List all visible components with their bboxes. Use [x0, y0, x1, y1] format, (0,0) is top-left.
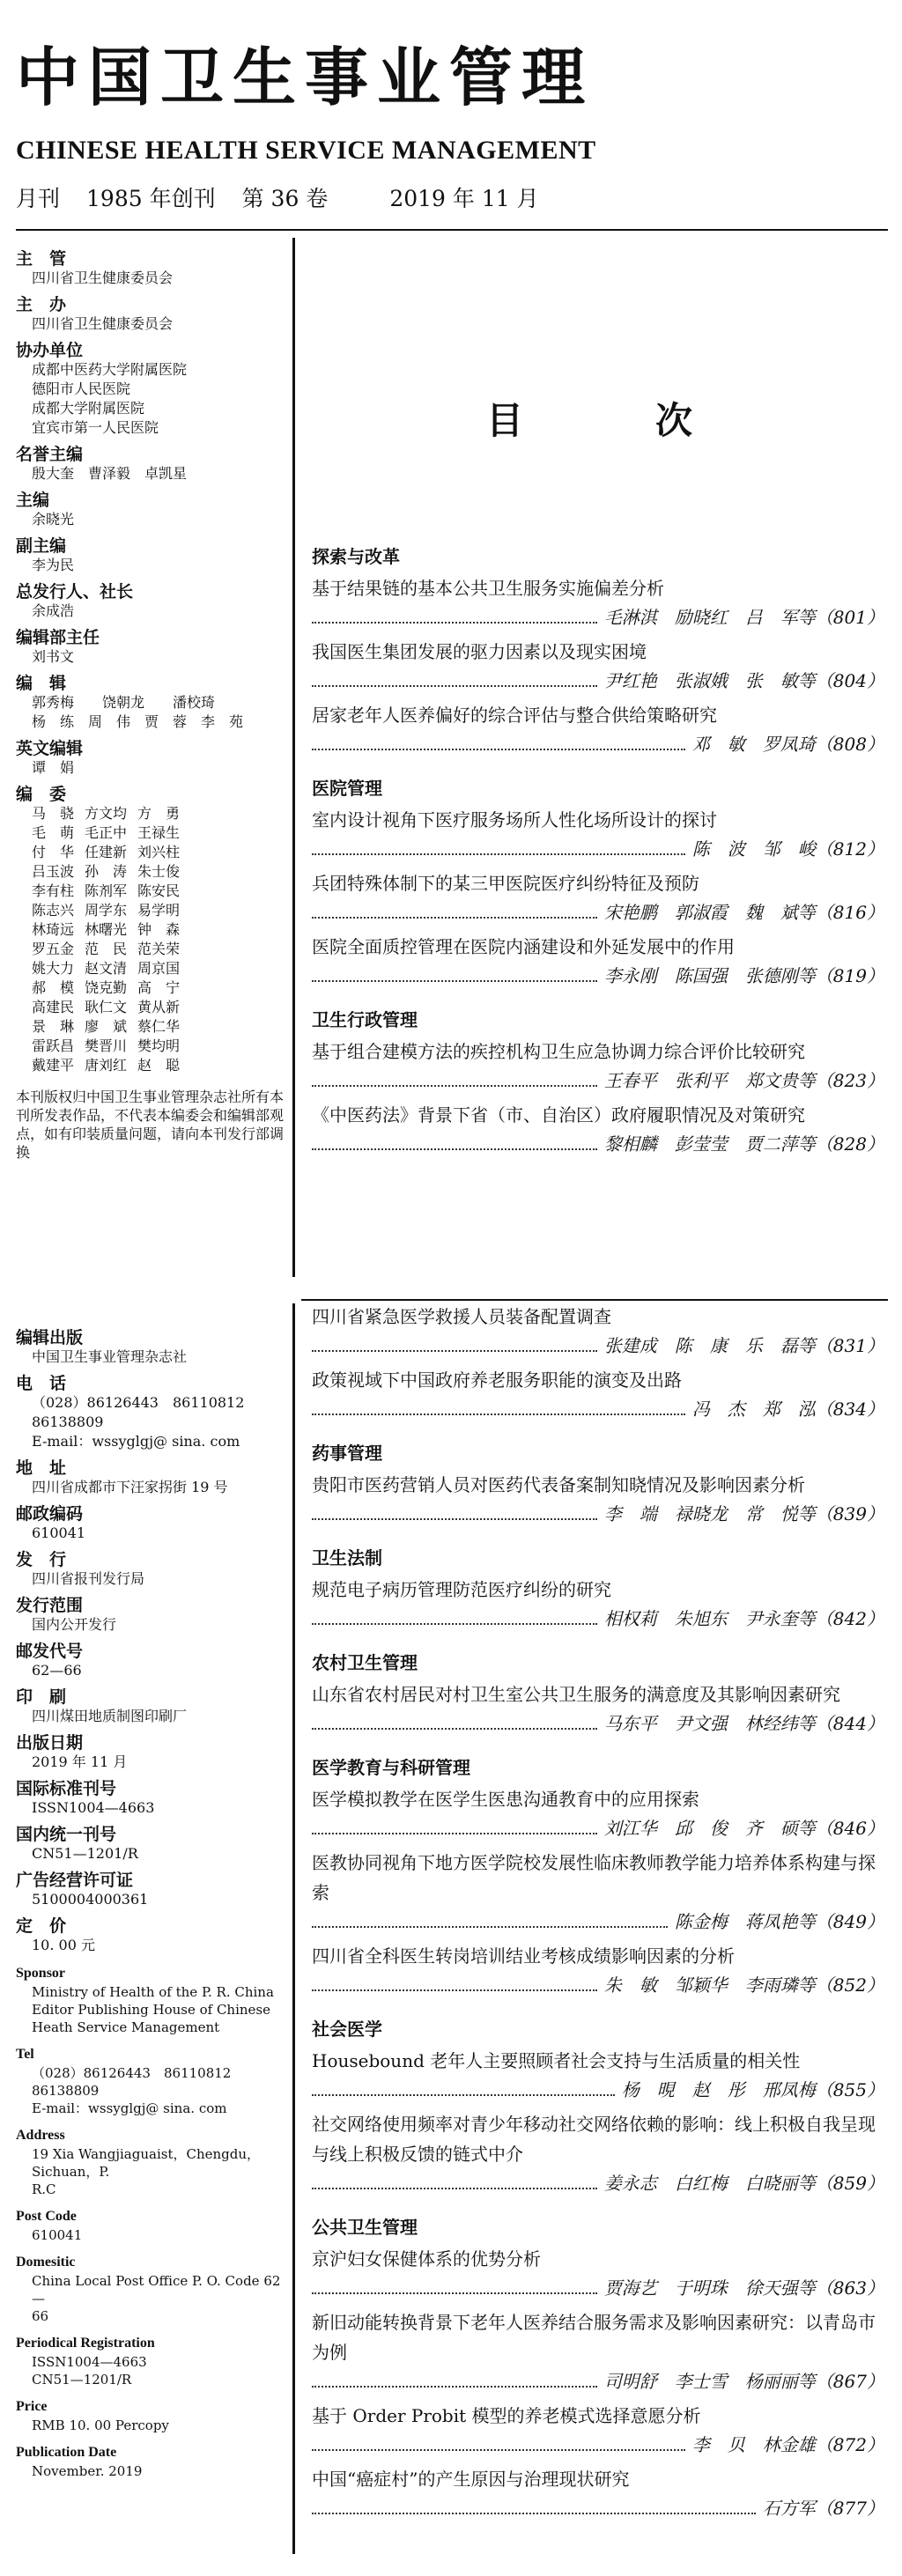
editorial-board-label: 编 委 — [16, 785, 67, 804]
board-member-name: 吕玉波 — [32, 863, 75, 880]
table-of-contents-part-1 — [312, 527, 884, 1163]
toc-entry[interactable] — [312, 637, 884, 695]
publish-label: 发 行 — [16, 1550, 67, 1569]
board-member-name: 高建民 — [32, 999, 75, 1015]
info-label: 主 管 — [16, 249, 67, 269]
publish-value: 国内公开发行 — [32, 1616, 117, 1633]
board-member-name: 钟 森 — [137, 921, 181, 938]
toc-entry-authors: 杨 晛 赵 彤 邢凤梅（855） — [621, 2079, 884, 2100]
board-member-name: 付 华 — [32, 844, 75, 860]
english-info-value: R.C — [32, 2181, 56, 2197]
english-info-label: Tel — [16, 2047, 34, 2062]
publish-value: ISSN1004—4663 — [32, 1799, 155, 1816]
editorial-board-row — [16, 804, 291, 823]
publish-value: 中国卫生事业管理杂志社 — [32, 1348, 188, 1365]
editorial-board-row — [16, 998, 291, 1017]
board-member-name: 唐刘红 — [85, 1057, 128, 1074]
board-member-name: 范关荣 — [137, 941, 181, 957]
english-info-value: CN51—1201/R — [32, 2372, 132, 2388]
publish-label: 邮发代号 — [16, 1642, 84, 1661]
toc-entry[interactable] — [312, 932, 884, 990]
toc-entry-meta — [312, 1395, 884, 1423]
leader-dots — [312, 2188, 597, 2189]
info-label: 主编 — [16, 491, 50, 510]
leader-dots — [312, 1518, 597, 1520]
board-member-name: 易学明 — [137, 902, 181, 919]
info-value: 德阳市人民医院 — [32, 380, 131, 397]
toc-entry-meta — [312, 835, 884, 863]
info-label: 编 辑 — [16, 674, 67, 693]
toc-entry-authors: 石方军（877） — [762, 2498, 884, 2519]
toc-entry[interactable] — [312, 700, 884, 758]
toc-entry[interactable] — [312, 1679, 884, 1738]
toc-entry-authors: 贾海艺 于明珠 徐天强等（863） — [603, 2277, 884, 2299]
toc-entry-meta — [312, 2169, 884, 2197]
leader-dots — [312, 1085, 597, 1087]
leader-dots — [312, 853, 685, 855]
leader-dots — [312, 622, 597, 624]
editorial-board-row — [16, 978, 291, 998]
board-member-name: 周学东 — [85, 902, 128, 919]
toc-entry-meta — [312, 1130, 884, 1158]
editorial-board-row — [16, 920, 291, 940]
toc-entry[interactable] — [312, 868, 884, 926]
toc-entry[interactable] — [312, 2464, 884, 2522]
column-divider-top — [292, 238, 295, 1277]
info-label: 总发行人、社长 — [16, 582, 134, 602]
editorial-board-row — [16, 940, 291, 959]
board-member-name: 方文均 — [85, 805, 128, 822]
masthead — [16, 42, 888, 213]
publish-label: 发行范围 — [16, 1596, 84, 1615]
publish-value: CN51—1201/R — [32, 1845, 138, 1862]
toc-entry-authors: 朱 敏 邹颖华 李雨璘等（852） — [603, 1974, 884, 1996]
english-info-value: ISSN1004—4663 — [32, 2354, 147, 2370]
toc-entry[interactable] — [312, 805, 884, 863]
board-member-name: 樊晋川 — [85, 1037, 128, 1054]
board-member-name: 林曙光 — [85, 921, 128, 938]
founded: 1985 年创刊 — [86, 186, 216, 211]
toc-entry-authors: 相权莉 朱旭东 尹永奎等（842） — [603, 1608, 884, 1629]
toc-entry-meta — [312, 1067, 884, 1095]
toc-entry[interactable] — [312, 1784, 884, 1842]
info-value: 四川省卫生健康委员会 — [32, 315, 174, 332]
english-info-value: Heath Service Management — [32, 2019, 220, 2035]
publish-label: 电 话 — [16, 1374, 67, 1393]
english-info-label: Post Code — [16, 2209, 77, 2224]
publish-value: E-mail：wssyglgj@ sina. com — [32, 1433, 240, 1450]
toc-entry-title[interactable]: 医教协同视角下地方医学院校发展性临床教师教学能力培养体系构建与探索 — [312, 1852, 876, 1903]
board-member-name: 陈剂军 — [85, 882, 128, 899]
info-value: 李为民 — [32, 557, 75, 573]
editorial-board-row — [16, 1037, 291, 1056]
board-member-name: 耿仁文 — [85, 999, 128, 1015]
toc-entry-meta — [312, 1908, 884, 1936]
info-value: 余成浩 — [32, 602, 75, 619]
leader-dots — [312, 1623, 597, 1625]
info-label: 协办单位 — [16, 341, 84, 360]
toc-entry-authors: 李永刚 陈国强 张德刚等（819） — [603, 965, 884, 986]
toc-entry[interactable] — [312, 1848, 884, 1936]
toc-entry-title[interactable]: 规范电子病历管理防范医疗纠纷的研究 — [312, 1579, 611, 1600]
board-member-name: 陈安民 — [137, 882, 181, 899]
leader-dots — [312, 1989, 597, 1991]
publish-label: 出版日期 — [16, 1733, 84, 1753]
board-member-name: 饶克勤 — [85, 979, 128, 996]
toc-entry-title[interactable]: 医院全面质控管理在医院内涵建设和外延发展中的作用 — [312, 936, 735, 957]
issue-date: 2019 年 11 月 — [389, 186, 539, 211]
board-member-name: 郝 模 — [32, 979, 75, 996]
leader-dots — [312, 685, 597, 687]
toc-section-title: 医学教育与科研管理 — [312, 1757, 470, 1778]
info-value: 殷大奎 曹泽毅 卓凯星 — [32, 465, 188, 482]
toc-entry-meta — [312, 898, 884, 926]
board-member-name: 毛 萌 — [32, 824, 75, 841]
english-info-value: 19 Xia Wangjiaguaist，Chengdu，Sichuan，P. — [32, 2146, 261, 2180]
toc-entry[interactable] — [312, 1037, 884, 1095]
publish-value: 10. 00 元 — [32, 1937, 95, 1953]
toc-entry-title[interactable]: 新旧动能转换背景下老年人医养结合服务需求及影响因素研究：以青岛市为例 — [312, 2312, 876, 2363]
leader-dots — [312, 980, 597, 982]
mid-rule — [301, 1299, 888, 1301]
editorial-board-list — [16, 804, 291, 1075]
english-info-value: 610041 — [32, 2227, 83, 2243]
toc-section-title: 公共卫生管理 — [312, 2217, 418, 2238]
journal-title-en: CHINESE HEALTH SERVICE MANAGEMENT — [16, 136, 596, 165]
board-member-name: 樊均明 — [137, 1037, 181, 1054]
english-info-value: China Local Post Office P. O. Code 62— — [32, 2273, 281, 2307]
toc-entry-authors: 宋艳鹏 郭淑霞 魏 斌等（816） — [603, 902, 884, 923]
toc-entry-title[interactable]: 兵团特殊体制下的某三甲医院医疗纠纷特征及预防 — [312, 873, 699, 894]
toc-entry-authors: 马东平 尹文强 林经纬等（844） — [603, 1713, 884, 1734]
board-member-name: 马 骁 — [32, 805, 75, 822]
toc-section-title: 卫生法制 — [312, 1547, 382, 1568]
toc-entry-authors: 黎相麟 彭莹莹 贾二萍等（828） — [603, 1133, 884, 1155]
board-member-name: 姚大力 — [32, 960, 75, 977]
leader-dots — [312, 1148, 597, 1150]
editorial-board-row — [16, 843, 291, 862]
toc-entry-meta — [312, 1709, 884, 1738]
english-info-label: Price — [16, 2399, 48, 2414]
toc-entry-meta — [312, 2431, 884, 2459]
leader-dots — [312, 1413, 685, 1415]
leader-dots — [312, 2292, 597, 2294]
toc-entry-title[interactable]: 四川省全科医生转岗培训结业考核成绩影响因素的分析 — [312, 1945, 735, 1967]
toc-entry-authors: 李 贝 林金雄（872） — [691, 2434, 884, 2455]
editorial-board-row — [16, 959, 291, 978]
english-info-value: 66 — [32, 2308, 49, 2324]
copyright-notice: 本刊版权归中国卫生事业管理杂志社所有本刊所发表作品，不代表本编委会和编辑部观点，如有印装质量问题，请向本刊发行部调换 — [16, 1089, 285, 1161]
toc-entry-meta — [312, 603, 884, 631]
english-info-label: Address — [16, 2128, 65, 2143]
board-member-name: 朱士俊 — [137, 863, 181, 880]
frequency: 月刊 — [16, 186, 61, 211]
editorial-board-row — [16, 1017, 291, 1037]
journal-title-cn: 中国卫生事业管理 — [16, 41, 595, 114]
toc-entry-meta — [312, 667, 884, 695]
board-member-name: 蔡仁华 — [137, 1018, 181, 1035]
board-member-name: 赵 聪 — [137, 1057, 181, 1074]
toc-entry-title[interactable]: 居家老年人医养偏好的综合评估与整合供给策略研究 — [312, 705, 717, 726]
board-member-name: 刘兴柱 — [137, 844, 181, 860]
volume: 第 36 卷 — [241, 186, 329, 211]
info-value: 宜宾市第一人民医院 — [32, 419, 159, 436]
english-info-value: Ministry of Health of the P. R. China — [32, 1984, 274, 2000]
toc-entry-authors: 陈 波 邹 峻（812） — [691, 838, 884, 860]
publish-label: 定 价 — [16, 1916, 67, 1936]
english-info-label: Sponsor — [16, 1966, 66, 1981]
top-rule — [16, 229, 888, 231]
info-value: 四川省卫生健康委员会 — [32, 269, 174, 286]
publish-label: 印 刷 — [16, 1687, 67, 1707]
toc-entry-authors: 李 端 禄晓龙 常 悦等（839） — [603, 1503, 884, 1524]
toc-section-title: 社会医学 — [312, 2019, 382, 2040]
info-value: 郭秀梅 饶朝龙 潘校琦 — [32, 694, 216, 711]
publish-label: 国内统一刊号 — [16, 1825, 117, 1844]
editorial-board-row — [16, 1056, 291, 1075]
board-member-name: 黄从新 — [137, 999, 181, 1015]
toc-entry[interactable] — [312, 1470, 884, 1528]
board-member-name: 李有柱 — [32, 882, 75, 899]
board-member-name: 戴建平 — [32, 1057, 75, 1074]
toc-entry[interactable] — [312, 1365, 884, 1423]
toc-entry-meta — [312, 1605, 884, 1633]
toc-entry-meta — [312, 1971, 884, 1999]
toc-entry-authors: 王春平 张利平 郑文贵等（823） — [603, 1070, 884, 1091]
editorial-board-row — [16, 901, 291, 920]
board-member-name: 王禄生 — [137, 824, 181, 841]
toc-entry[interactable] — [312, 2109, 884, 2197]
info-label: 编辑部主任 — [16, 628, 100, 647]
board-member-name: 罗五金 — [32, 941, 75, 957]
toc-entry-authors: 毛淋淇 励晓红 吕 军等（801） — [603, 607, 884, 628]
leader-dots — [312, 2386, 597, 2388]
publish-value: 四川煤田地质制图印刷厂 — [32, 1708, 188, 1724]
info-label: 主 办 — [16, 295, 67, 314]
board-member-name: 赵文清 — [85, 960, 128, 977]
toc-entry-title[interactable]: Housebound 老年人主要照顾者社会支持与生活质量的相关性 — [312, 2050, 801, 2071]
editorial-board-row — [16, 882, 291, 901]
english-info-value: Editor Publishing House of Chinese — [32, 2002, 270, 2018]
english-info-label: Publication Date — [16, 2445, 117, 2460]
toc-entry-authors: 刘江华 邱 俊 齐 硕等（846） — [603, 1818, 884, 1839]
toc-entry-meta — [312, 730, 884, 758]
leader-dots — [312, 749, 685, 750]
editorial-board-row — [16, 862, 291, 882]
toc-entry-authors: 邓 敏 罗凤琦（808） — [691, 734, 884, 755]
toc-entry[interactable] — [312, 1575, 884, 1633]
toc-entry-meta — [312, 2494, 884, 2522]
english-info-value: RMB 10. 00 Percopy — [32, 2417, 169, 2433]
toc-entry-title[interactable]: 京沪妇女保健体系的优势分析 — [312, 2248, 541, 2270]
info-value: 成都大学附属医院 — [32, 400, 145, 417]
toc-entry-meta — [312, 962, 884, 990]
toc-entry-title[interactable]: 山东省农村居民对村卫生室公共卫生服务的满意度及其影响因素研究 — [312, 1684, 840, 1705]
board-member-name: 范 民 — [85, 941, 128, 957]
publish-value: 四川省成都市下汪家拐街 19 号 — [32, 1479, 228, 1495]
leader-dots — [312, 1350, 597, 1352]
info-value: 余晓光 — [32, 511, 75, 528]
toc-section-title: 探索与改革 — [312, 546, 400, 567]
info-value: 杨 练 周 伟 贾 蓉 李 苑 — [32, 713, 244, 730]
publish-value: 610041 — [32, 1524, 86, 1541]
table-of-contents-part-2 — [312, 1302, 884, 2528]
info-label: 名誉主编 — [16, 445, 84, 464]
info-value: 刘书文 — [32, 648, 75, 665]
publish-label: 编辑出版 — [16, 1328, 84, 1347]
toc-entry[interactable] — [312, 1941, 884, 1999]
publish-value: 2019 年 11 月 — [32, 1753, 128, 1770]
board-member-name: 高 宁 — [137, 979, 181, 996]
toc-entry[interactable] — [312, 2307, 884, 2395]
info-label: 副主编 — [16, 536, 67, 556]
toc-entry-title[interactable]: 贵阳市医药营销人员对医药代表备案制知晓情况及影响因素分析 — [312, 1474, 805, 1495]
board-member-name: 雷跃昌 — [32, 1037, 75, 1054]
leader-dots — [312, 917, 597, 919]
toc-entry[interactable] — [312, 1100, 884, 1158]
info-value: 成都中医药大学附属医院 — [32, 361, 188, 378]
leader-dots — [312, 1833, 597, 1834]
issue-line — [16, 181, 888, 213]
column-divider-bottom — [292, 1303, 295, 2554]
board-member-name: 陈志兴 — [32, 902, 75, 919]
leader-dots — [312, 2094, 615, 2096]
toc-entry-authors: 尹红艳 张淑娥 张 敏等（804） — [603, 670, 884, 691]
toc-entry-meta — [312, 2367, 884, 2395]
toc-entry[interactable] — [312, 1302, 884, 1360]
publish-value: 四川省报刊发行局 — [32, 1570, 145, 1587]
leader-dots — [312, 1926, 668, 1928]
toc-entry-meta — [312, 1500, 884, 1528]
toc-entry-title[interactable]: 《中医药法》背景下省（市、自治区）政府履职情况及对策研究 — [312, 1104, 805, 1126]
leader-dots — [312, 2449, 685, 2451]
toc-entry-title[interactable]: 四川省紧急医学救援人员装备配置调查 — [312, 1306, 611, 1327]
publish-label: 邮政编码 — [16, 1504, 84, 1524]
toc-entry[interactable] — [312, 2046, 884, 2104]
toc-entry-meta — [312, 1814, 884, 1842]
publish-label: 地 址 — [16, 1458, 67, 1478]
toc-entry-authors: 陈金梅 蒋凤艳等（849） — [674, 1911, 884, 1932]
board-member-name: 毛正中 — [85, 824, 128, 841]
publish-label: 广告经营许可证 — [16, 1871, 134, 1890]
toc-section-title: 医院管理 — [312, 778, 382, 799]
board-member-name: 林琦远 — [32, 921, 75, 938]
board-member-name: 孙 涛 — [85, 863, 128, 880]
toc-entry-title[interactable]: 基于结果链的基本公共卫生服务实施偏差分析 — [312, 578, 664, 599]
toc-section-title: 农村卫生管理 — [312, 1652, 418, 1673]
english-info-label: Domesitic — [16, 2255, 76, 2270]
editorial-board-row — [16, 823, 291, 843]
publish-label: 国际标准刊号 — [16, 1779, 117, 1798]
board-member-name: 任建新 — [85, 844, 128, 860]
toc-entry-title[interactable]: 政策视域下中国政府养老服务职能的演变及出路 — [312, 1369, 682, 1391]
toc-entry-title[interactable]: 基于 Order Probit 模型的养老模式选择意愿分析 — [312, 2405, 701, 2426]
publish-value: 62—66 — [32, 1662, 82, 1679]
toc-entry-title[interactable]: 室内设计视角下医疗服务场所人性化场所设计的探讨 — [312, 809, 717, 830]
english-info-value: E-mail：wssyglgj@ sina. com — [32, 2100, 227, 2116]
leader-dots — [312, 2513, 756, 2514]
english-info-value: （028）86126443 86110812 86138809 — [32, 2065, 245, 2099]
masthead-info — [16, 242, 291, 1162]
english-info-label: Periodical Registration — [16, 2336, 155, 2351]
info-label: 英文编辑 — [16, 739, 84, 758]
board-member-name: 廖 斌 — [85, 1018, 128, 1035]
toc-entry[interactable] — [312, 573, 884, 631]
toc-entry-authors: 司明舒 李士雪 杨丽丽等（867） — [603, 2371, 884, 2392]
toc-entry-authors: 冯 杰 郑 泓（834） — [691, 1399, 884, 1420]
toc-entry-meta — [312, 2274, 884, 2302]
toc-entry[interactable] — [312, 2401, 884, 2459]
toc-heading: 目 次 — [486, 399, 693, 442]
toc-entry-title[interactable]: 医学模拟教学在医学生医患沟通教育中的应用探索 — [312, 1789, 699, 1810]
leader-dots — [312, 1728, 597, 1730]
toc-entry-title[interactable]: 中国“癌症村”的产生原因与治理现状研究 — [312, 2469, 630, 2490]
board-member-name: 方 勇 — [137, 805, 181, 822]
board-member-name: 周京国 — [137, 960, 181, 977]
board-member-name: 景 琳 — [32, 1018, 75, 1035]
toc-entry-title[interactable]: 社交网络使用频率对青少年移动社交网络依赖的影响：线上积极自我呈现与线上积极反馈的链式中介 — [312, 2114, 876, 2165]
toc-section-title: 药事管理 — [312, 1443, 382, 1464]
publish-value: 5100004000361 — [32, 1891, 149, 1908]
english-info-value: November. 2019 — [32, 2463, 143, 2479]
toc-entry-meta — [312, 2076, 884, 2104]
info-value: 谭 娟 — [32, 759, 75, 776]
toc-entry-title[interactable]: 我国医生集团发展的驱力因素以及现实困境 — [312, 641, 647, 662]
toc-entry[interactable] — [312, 2244, 884, 2302]
publish-value: （028）86126443 86110812 86138809 — [32, 1394, 259, 1430]
toc-entry-authors: 姜永志 白红梅 白晓丽等（859） — [603, 2173, 884, 2194]
toc-entry-title[interactable]: 基于组合建模方法的疾控机构卫生应急协调力综合评价比较研究 — [312, 1041, 805, 1062]
toc-section-title: 卫生行政管理 — [312, 1009, 418, 1030]
publishing-info — [16, 1321, 291, 2480]
toc-entry-authors: 张建成 陈 康 乐 磊等（831） — [603, 1335, 884, 1356]
toc-entry-meta — [312, 1332, 884, 1360]
